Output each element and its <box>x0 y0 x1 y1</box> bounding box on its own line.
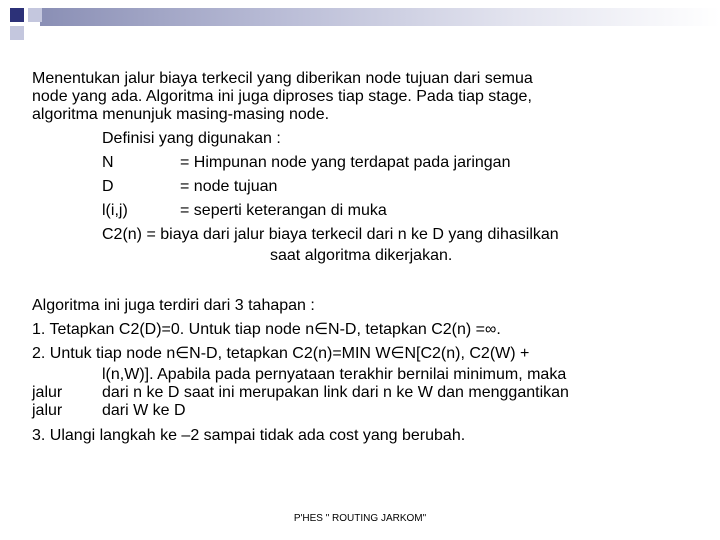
slide-footer: P'HES " ROUTING JARKOM" <box>293 513 427 524</box>
c2-definition: C2(n) = biaya dari jalur biaya terkecil dari n ke D yang dihasilkan <box>102 226 559 243</box>
algorithm-intro: Algoritma ini juga terdiri dari 3 tahapan : <box>32 297 315 314</box>
intro-block <box>32 70 692 265</box>
algorithm-block <box>32 294 702 448</box>
decor-square-light <box>28 8 42 22</box>
decor-square-white <box>28 26 42 40</box>
definition-term: N <box>102 154 114 171</box>
step-2-row <box>32 402 702 420</box>
definition-row <box>32 175 692 199</box>
step-3: 3. Ulangi langkah ke –2 sampai tidak ada cost yang berubah. <box>32 427 466 444</box>
decor-square-dark <box>10 8 24 22</box>
header-gradient-band <box>40 8 720 26</box>
definition-term: l(i,j) <box>102 202 128 219</box>
definition-desc: = seperti keterangan di muka <box>180 202 387 219</box>
step-2-term: jalur <box>32 384 63 401</box>
intro-line: node yang ada. Algoritma ini juga diproses tiap stage. Pada tiap stage, <box>32 88 532 105</box>
step-2-line: 2. Untuk tiap node n∈N-D, tetapkan C2(n)=MIN W∈N[C2(n), C2(W) + <box>32 345 530 362</box>
intro-line: algoritma menunjuk masing-masing node. <box>32 106 330 123</box>
definition-desc: = node tujuan <box>180 178 278 195</box>
step-2-line: l(n,W)]. Apabila pada pernyataan terakhir bernilai minimum, maka <box>102 366 567 383</box>
step-2-term: jalur <box>32 402 63 419</box>
intro-line: Menentukan jalur biaya terkecil yang diberikan node tujuan dari semua <box>32 70 533 87</box>
c2-definition-cont: saat algoritma dikerjakan. <box>270 247 453 264</box>
definition-term: D <box>102 178 114 195</box>
step-2-desc: dari n ke D saat ini merupakan link dari n ke W dan menggantikan <box>102 384 569 401</box>
step-2-desc: dari W ke D <box>102 402 186 419</box>
step-1: 1. Tetapkan C2(D)=0. Untuk tiap node n∈N-D, tetapkan C2(n) =∞. <box>32 321 501 338</box>
definition-row <box>32 199 692 223</box>
definition-row <box>32 151 692 175</box>
decor-square-light <box>10 26 24 40</box>
definition-desc: = Himpunan node yang terdapat pada jaringan <box>180 154 511 171</box>
definition-heading: Definisi yang digunakan : <box>102 130 281 147</box>
step-2-row <box>32 384 702 402</box>
